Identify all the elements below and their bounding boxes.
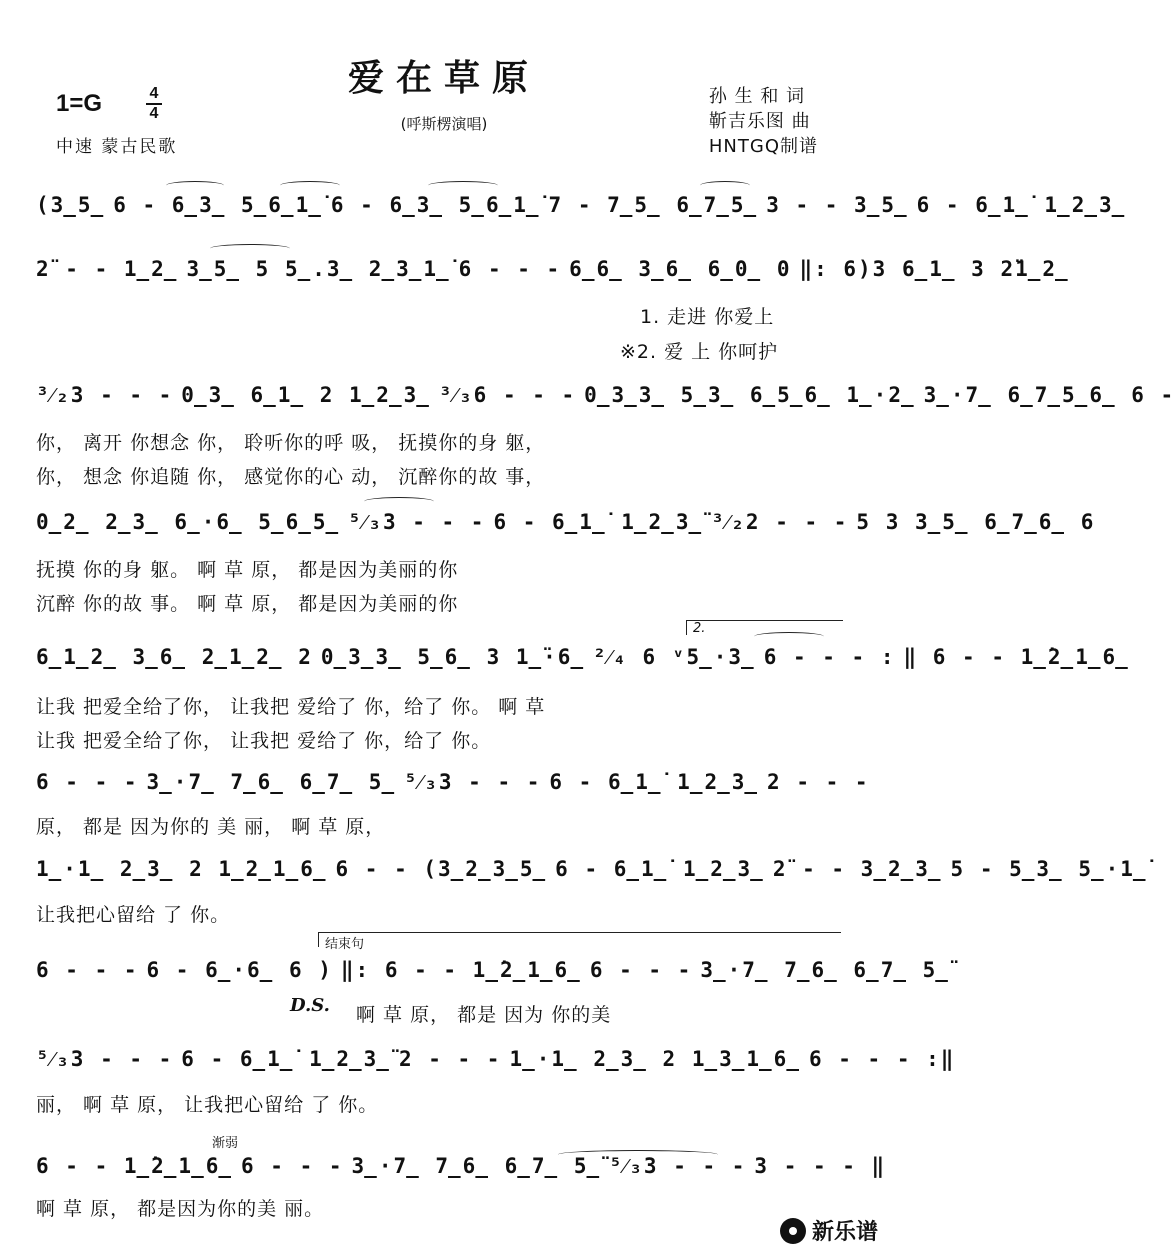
key-signature: 1=G xyxy=(56,90,103,117)
composer: 靳吉乐图 曲 xyxy=(708,111,811,132)
measure: ³⁄₂3 - - - xyxy=(36,382,174,407)
measure: 6̲1̲2̲ 3̲6̲ 2̲1̲2̲ 2 xyxy=(36,645,313,669)
measure: 3 - - - ‖ xyxy=(754,1154,887,1178)
measure: 3̲5̲ 5 5̲.3̲ 2̲3̲1̲̇ xyxy=(186,257,451,281)
brand-name: 新乐谱 xyxy=(811,1220,878,1245)
lyric-line-5a: 让我 把爱全给了你， 让我把 爱给了 你，给了 你。 啊 草 xyxy=(36,696,546,718)
measure: 6 - 6̲3̲ 5̲6̲1̲̇ xyxy=(330,193,541,217)
measure: 2 - - - xyxy=(398,1047,502,1071)
measure: 6 - - - xyxy=(36,958,139,982)
measure: 3̲·7̲ 6̲7̲5̲6̲ 6 - xyxy=(923,383,1175,407)
measure: 6 - - - :‖ xyxy=(808,1047,956,1071)
measure: 6 - 6̲1̲̇ 1̲2̲3̲ xyxy=(549,770,760,794)
slur xyxy=(754,632,824,641)
measure: 1̲·1̲ 2̲3̲ 2 1̲2̲1̲6̲ xyxy=(36,857,328,881)
measure: 6 - 6̲·6̲ 6 ) xyxy=(146,958,333,982)
ds-mark: D.S. xyxy=(290,995,330,1016)
lyric-line-5b: 让我 把爱全给了你， 让我把 爱给了 你，给了 你。 xyxy=(36,730,492,752)
measure: 6 - - - xyxy=(36,770,139,794)
measure: ⁵⁄₃3 - - - xyxy=(609,1153,747,1178)
measure: 7 - 7̲5̲ 6̲7̲5̲ xyxy=(548,193,759,217)
measure: ⁵⁄₃3 - - - xyxy=(348,509,486,534)
measure: ‖ 6 - - 1̲̇2̲1̲6̲ xyxy=(903,645,1130,669)
singer: (呼斯楞演唱) xyxy=(400,115,488,133)
tempo-style: 中速 蒙古民歌 xyxy=(56,137,178,157)
lyric-verse2-intro: ※2. 爱 上 你呵护 xyxy=(620,341,779,363)
volta-2: 2. xyxy=(686,620,843,635)
ending-bracket: 结束句 xyxy=(318,932,841,947)
measure: ³⁄₂2 - - - xyxy=(711,509,849,534)
measure: 2̈ - - 1̲2̲ xyxy=(36,257,179,281)
measure: 3̲·7̲ 7̲6̲ 6̲7̲ 5̲ xyxy=(146,770,397,794)
measure: 5 3 3̲5̲ 6̲7̲6̲ 6 xyxy=(856,510,1096,534)
lyric-line-8: 啊 草 原， 都是 因为 你的美 xyxy=(356,1004,612,1026)
lyric-line-7: 让我把心留给 了 你。 xyxy=(36,904,231,926)
measure: 6 - 6̲1̲̇ 1̲2̲3̲̈ xyxy=(493,510,704,534)
measure: 6 - 6̲1̲̇ 1̲2̲3̲̈ xyxy=(181,1047,391,1071)
measure: 6 - 6̲1̲̇ 1̲2̲3̲ xyxy=(916,193,1127,217)
slur xyxy=(166,181,224,190)
measure: 3̲·7̲ 7̲6̲ 6̲7̲ 5̲̈ xyxy=(700,958,950,982)
slur xyxy=(428,181,498,190)
measure: 6 - - 1̲̇2̲1̲6̲ xyxy=(36,1154,234,1178)
slur xyxy=(700,181,750,190)
measure: 6̲6̲ 3̲6̲ 6̲0̲ 0 xyxy=(569,257,792,281)
measure: 0̲2̲ 2̲3̲ 6̲·6̲ 5̲6̲5̲ xyxy=(36,510,341,534)
lyric-line-3b: 你， 想念 你追随 你， 感觉你的心 动， 沉醉你的故 事， xyxy=(36,466,546,488)
lyric-line-10: 啊 草 原， 都是因为你的美 丽。 xyxy=(36,1198,325,1220)
lyric-line-4a: 抚摸 你的身 躯。 啊 草 原， 都是因为美丽的你 xyxy=(36,559,459,581)
measure: 0̲3̲ 6̲1̲ 2 1̲2̲3̲ xyxy=(181,383,431,407)
system-4 xyxy=(36,505,1096,539)
slur xyxy=(558,1150,718,1159)
measure: 6 - - - xyxy=(241,1154,344,1178)
measure: 2̈ - - 3̲2̲3̲ xyxy=(772,857,943,881)
measure: 3̲·7̲ 7̲6̲ 6̲7̲ 5̲̈ xyxy=(351,1154,602,1178)
measure: 2 - - - xyxy=(767,770,870,794)
measure: 1̲·1̲ 2̲3̲ 2 1̲3̲1̲6̲ xyxy=(509,1047,801,1071)
lyricist: 孙 生 和 词 xyxy=(708,86,806,107)
lyric-verse1-intro: 1. 走进 你爱上 xyxy=(640,306,775,328)
measure: 6 - - - : xyxy=(763,645,896,669)
measure: ⁵⁄₃3 - - - xyxy=(404,769,542,794)
system-10 xyxy=(36,1149,887,1183)
brand-logo xyxy=(780,1215,878,1246)
measure: ⁵⁄₃3 - - - xyxy=(36,1046,174,1071)
measure: 6 - 6̲3̲ 5̲6̲1̲̇ xyxy=(113,193,323,217)
system-5 xyxy=(36,640,1130,674)
record-icon xyxy=(780,1218,806,1244)
time-bottom: 4 xyxy=(149,105,159,122)
measure: ‖: 6)3 6̲1̲ 3 2̈1̲2̲ xyxy=(799,257,1070,281)
song-title: 爱在草原 xyxy=(347,57,540,99)
system-6 xyxy=(36,765,870,799)
measure: 6 - - - xyxy=(589,958,693,982)
system-9 xyxy=(36,1042,956,1076)
measure: 6 - - - xyxy=(458,257,562,281)
measure: ³⁄₃6 - - - xyxy=(438,382,577,407)
measure: 6 - 6̲1̲̇ 1̲2̲3̲ xyxy=(555,857,765,881)
time-top: 4 xyxy=(149,85,159,102)
slur xyxy=(364,497,434,506)
lyric-line-9: 丽， 啊 草 原， 让我把心留给 了 你。 xyxy=(36,1094,379,1116)
credits xyxy=(709,84,818,159)
lyric-line-6: 原， 都是 因为你的 美 丽， 啊 草 原， xyxy=(36,816,386,838)
measure: 0̲3̲3̲ 5̲6̲ 3 1̲̈·6̲ xyxy=(320,645,586,669)
arranger: HNTGQ制谱 xyxy=(708,136,818,157)
lyric-line-3a: 你， 离开 你想念 你， 聆听你的呼 吸， 抚摸你的身 躯， xyxy=(36,432,546,454)
measure: (3̲5̲ xyxy=(36,193,106,217)
system-3 xyxy=(36,378,1175,412)
system-8 xyxy=(36,953,950,987)
slur xyxy=(280,181,340,190)
slur xyxy=(210,244,290,253)
system-1 xyxy=(36,188,1127,222)
measure: 0̲3̲3̲ 5̲3̲ 6̲5̲6̲ 1̲·2̲ xyxy=(584,383,916,407)
measure: 5 - 5̲3̲ 5̲·1̲̇ xyxy=(950,857,1148,881)
lyric-line-4b: 沉醉 你的故 事。 啊 草 原， 都是因为美丽的你 xyxy=(36,593,459,615)
system-7 xyxy=(36,852,1148,886)
measure: ²⁄₄ 6 ᵛ5̲·3̲ xyxy=(593,644,756,669)
measure: 3 - - 3̲5̲ xyxy=(766,193,909,217)
measure: ‖: 6 - - 1̲̇2̲1̲6̲ xyxy=(340,958,582,982)
system-2 xyxy=(36,252,1070,286)
measure: 6 - - (3̲2̲3̲5̲ xyxy=(335,857,548,881)
dim-mark: 渐弱 xyxy=(212,1136,239,1151)
